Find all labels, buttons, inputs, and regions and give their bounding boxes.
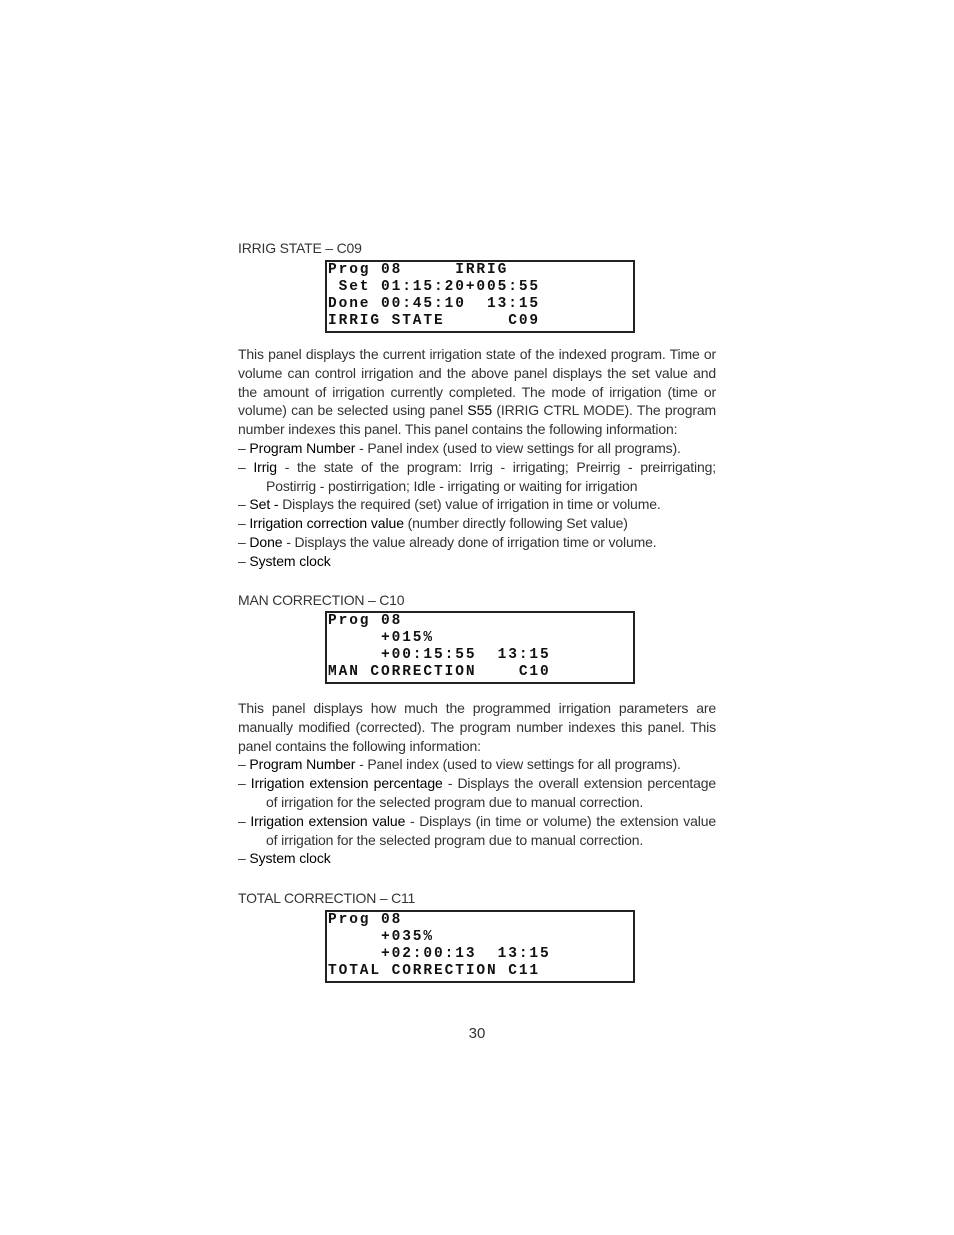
list-item bbox=[238, 774, 716, 812]
item-key: Set - bbox=[249, 496, 279, 513]
lcd-line: Done 00:45:10 13:15 bbox=[328, 296, 541, 312]
bullet-dash: – bbox=[238, 458, 246, 475]
item-key: System clock bbox=[249, 850, 331, 867]
description-c09 bbox=[238, 345, 716, 571]
page-number: 30 bbox=[468, 1025, 486, 1042]
list-item bbox=[238, 495, 716, 514]
list-item bbox=[238, 458, 716, 496]
lcd-line: +02:00:13 13:15 bbox=[328, 946, 551, 962]
lcd-line: Prog 08 bbox=[328, 613, 403, 629]
intro-text: This panel displays the current irrigation state of the indexed program. Time or volume can control irrigation and the above panel displays the set value and the amount of irrigation currently completed. The mode of irrigation (time or volume) can be selected using panel bbox=[238, 346, 716, 419]
section-heading-c09: IRRIG STATE – C09 bbox=[238, 240, 362, 256]
list-item bbox=[238, 552, 716, 571]
description-c10 bbox=[238, 699, 716, 868]
item-text: - Displays the overall extension percentage of irrigation for the selected program due to manual correction. bbox=[266, 775, 716, 810]
bullet-dash: – bbox=[238, 552, 246, 569]
bullet-dash: – bbox=[238, 812, 246, 829]
list-item bbox=[238, 439, 716, 458]
lcd-line: IRRIG STATE C09 bbox=[328, 313, 541, 329]
bullet-dash: – bbox=[238, 515, 246, 532]
lcd-line: MAN CORRECTION C10 bbox=[328, 664, 551, 680]
item-key: Program Number bbox=[249, 439, 356, 456]
list-item bbox=[238, 812, 716, 850]
item-key: Irrigation extension percentage bbox=[250, 775, 443, 792]
list-item bbox=[238, 755, 716, 774]
item-text: (number directly following Set value) bbox=[403, 515, 628, 532]
intro-paragraph bbox=[238, 345, 716, 439]
bullet-dash: – bbox=[238, 496, 246, 513]
list-item bbox=[238, 849, 716, 868]
panel-reference: S55 bbox=[467, 402, 493, 419]
lcd-line: Prog 08 IRRIG bbox=[328, 262, 509, 278]
lcd-line: +035% bbox=[328, 929, 435, 945]
item-text: - Displays the value already done of irrigation time or volume. bbox=[282, 533, 657, 550]
lcd-panel-c10 bbox=[325, 611, 635, 684]
bullet-dash: – bbox=[238, 775, 246, 792]
item-key: Done bbox=[249, 533, 283, 550]
lcd-line: Prog 08 bbox=[328, 912, 403, 928]
intro-tail-text: (IRRIG CTRL MODE). The program number indexes this panel. This panel contains the following information: bbox=[238, 402, 716, 438]
lcd-line: +00:15:55 13:15 bbox=[328, 647, 551, 663]
item-text: Displays the required (set) value of irrigation in time or volume. bbox=[278, 496, 661, 513]
list-item bbox=[238, 533, 716, 552]
lcd-line: Set 01:15:20+005:55 bbox=[328, 279, 541, 295]
bullet-dash: – bbox=[238, 850, 246, 867]
item-key: Program Number bbox=[249, 756, 356, 773]
section-heading-c10: MAN CORRECTION – C10 bbox=[238, 592, 405, 608]
item-text: - Panel index (used to view settings for all programs). bbox=[355, 756, 681, 773]
lcd-panel-c09 bbox=[325, 260, 635, 333]
lcd-line: TOTAL CORRECTION C11 bbox=[328, 963, 541, 979]
bullet-dash: – bbox=[238, 533, 246, 550]
bullet-dash: – bbox=[238, 439, 246, 456]
item-text: - Displays (in time or volume) the extension value of irrigation for the selected program due to manual correction. bbox=[266, 812, 716, 848]
item-key: Irrig bbox=[253, 458, 277, 475]
lcd-line: +015% bbox=[328, 630, 435, 646]
item-text: - Panel index (used to view settings for all programs). bbox=[355, 439, 681, 456]
intro-paragraph: This panel displays how much the programmed irrigation parameters are manually modified (corrected). The program number indexes this panel. This panel contains the following information: bbox=[238, 700, 716, 754]
item-key: System clock bbox=[249, 552, 331, 569]
bullet-dash: – bbox=[238, 756, 246, 773]
lcd-panel-c11 bbox=[325, 910, 635, 983]
list-item bbox=[238, 514, 716, 533]
item-key: Irrigation extension value bbox=[250, 812, 406, 829]
item-text: - the state of the program: Irrig - irrigating; Preirrig - preirrigating; Postirrig - postirrigation; Idle - irrigating or waiting for irrigation bbox=[266, 458, 716, 494]
item-key: Irrigation correction value bbox=[249, 515, 404, 532]
section-heading-c11: TOTAL CORRECTION – C11 bbox=[238, 890, 416, 906]
